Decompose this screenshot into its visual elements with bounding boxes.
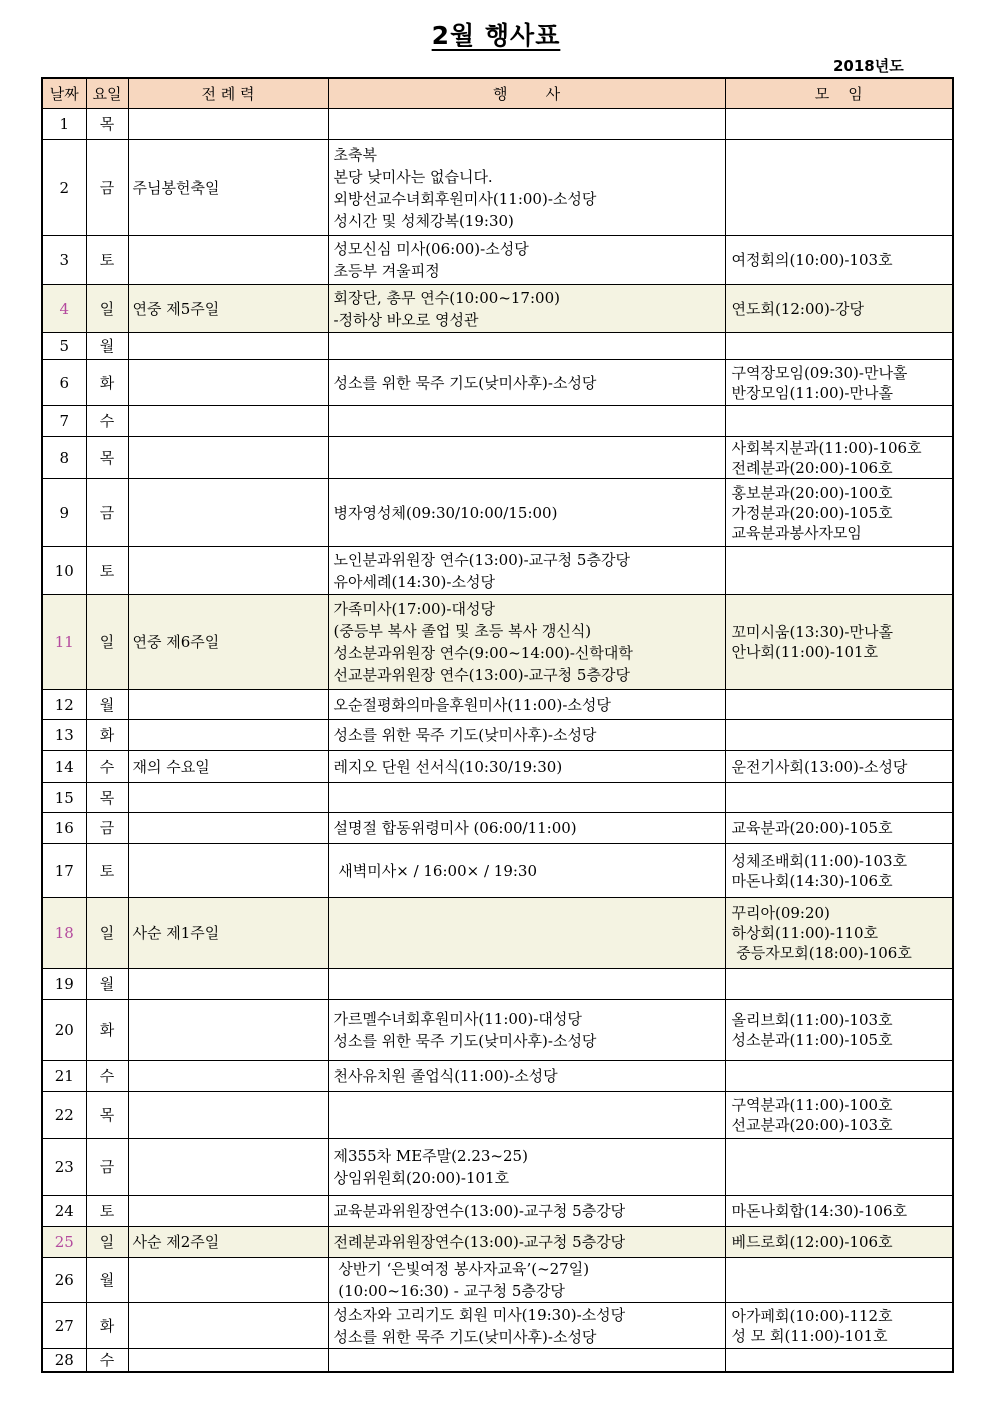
day-cell: 월 [86,1258,128,1303]
date-cell: 17 [42,844,86,898]
meeting-line: 구역장모임(09:30)-만나홀 [731,363,908,382]
table-row [42,360,953,406]
liturgy-cell [128,1349,328,1373]
table-row [42,751,953,783]
day-cell: 토 [86,547,128,595]
table-row [42,547,953,595]
events-cell [328,360,725,406]
liturgy-cell [128,1139,328,1196]
day-cell: 화 [86,720,128,751]
events-cell [328,969,725,1000]
liturgy-cell [128,109,328,140]
meeting-line: 성체조배회(11:00)-103호 [731,851,908,870]
meeting-line: 구역분과(11:00)-100호 [731,1096,893,1114]
meeting-line: 마돈나회(14:30)-106호 [731,871,893,890]
table-row [42,898,953,969]
meetings-cell [725,720,953,751]
event-line: 상임위원회(20:00)-101호 [333,1169,510,1187]
event-line: 새벽미사× / 16:00× / 19:30 [333,861,537,880]
table-row [42,969,953,1000]
meetings-cell [725,285,953,333]
event-line: 성소분과위원장 연수(9:00~14:00)-신학대학 [333,644,633,662]
liturgy-cell [128,437,328,479]
date-cell: 24 [42,1196,86,1227]
event-line: 성모신심 미사(06:00)-소성당 [333,240,529,258]
day-cell: 금 [86,813,128,844]
date-cell: 12 [42,690,86,720]
table-row [42,140,953,236]
meetings-cell [725,479,953,547]
event-line: 회장단, 총무 연수(10:00~17:00) [333,288,560,307]
meetings-cell [725,690,953,720]
date-cell: 4 [42,285,86,333]
meetings-cell [725,1196,953,1227]
date-cell: 3 [42,236,86,285]
table-row [42,479,953,547]
table-row [42,813,953,844]
table-row [42,783,953,813]
day-cell: 수 [86,406,128,437]
meetings-cell [725,1061,953,1092]
day-cell: 토 [86,236,128,285]
events-cell [328,751,725,783]
date-cell: 14 [42,751,86,783]
day-cell: 목 [86,1092,128,1139]
events-cell [328,1000,725,1061]
liturgy-cell [128,360,328,406]
liturgy-cell [128,813,328,844]
year-label: 2018년도 [833,57,904,75]
day-cell: 토 [86,844,128,898]
events-cell [328,547,725,595]
events-cell [328,333,725,360]
meeting-line: 올리브회(11:00)-103호 [731,1011,893,1029]
event-line: 오순절평화의마을후원미사(11:00)-소성당 [333,695,611,714]
meeting-line: 홍보분과(20:00)-100호 [731,483,893,502]
day-cell: 금 [86,140,128,236]
liturgy-cell [128,1258,328,1303]
meeting-line: 아가페회(10:00)-112호 [731,1306,893,1325]
day-cell: 월 [86,690,128,720]
meeting-line: 중등자모회(18:00)-106호 [731,944,912,962]
event-line: 레지오 단원 선서식(10:30/19:30) [333,757,563,776]
event-line: -정하상 바오로 영성관 [333,310,479,329]
meetings-cell [725,1349,953,1373]
date-cell: 20 [42,1000,86,1061]
date-cell: 19 [42,969,86,1000]
day-cell: 일 [86,595,128,690]
meetings-cell [725,547,953,595]
table-row [42,285,953,333]
liturgy-cell: 재의 수요일 [128,751,328,783]
events-cell [328,783,725,813]
date-cell: 15 [42,783,86,813]
table-row [42,1139,953,1196]
header-date: 날짜 [42,78,86,109]
event-line: 천사유치원 졸업식(11:00)-소성당 [333,1067,558,1085]
table-row [42,844,953,898]
liturgy-cell [128,720,328,751]
meetings-cell [725,140,953,236]
liturgy-cell: 연중 제5주일 [128,285,328,333]
meetings-cell [725,333,953,360]
events-cell [328,898,725,969]
date-cell: 16 [42,813,86,844]
table-row [42,595,953,690]
meetings-cell [725,437,953,479]
liturgy-cell: 사순 제2주일 [128,1227,328,1258]
date-cell: 13 [42,720,86,751]
events-cell [328,140,725,236]
event-line: 성소를 위한 묵주 기도(낮미사후)-소성당 [333,1327,597,1346]
events-cell [328,720,725,751]
meetings-cell [725,1227,953,1258]
meeting-line: 운전기사회(13:00)-소성당 [731,757,908,776]
table-row [42,1061,953,1092]
date-cell: 28 [42,1349,86,1373]
events-cell [328,285,725,333]
events-cell [328,1258,725,1303]
event-line: (중등부 복사 졸업 및 초등 복사 갱신식) [333,622,592,640]
event-line: 가족미사(17:00)-대성당 [333,600,495,618]
header-events: 행 사 [328,78,725,109]
event-line: 본당 낮미사는 없습니다. [333,167,493,186]
meetings-cell [725,406,953,437]
meetings-cell [725,595,953,690]
table-row [42,1258,953,1303]
table-row [42,1000,953,1061]
events-cell [328,1196,725,1227]
liturgy-cell [128,406,328,437]
events-cell [328,109,725,140]
day-cell: 화 [86,360,128,406]
liturgy-cell [128,1303,328,1349]
liturgy-cell: 연중 제6주일 [128,595,328,690]
table-row [42,1196,953,1227]
event-line: 노인분과위원장 연수(13:00)-교구청 5층강당 [333,550,630,569]
event-line: 전례분과위원장연수(13:00)-교구청 5층강당 [333,1233,626,1251]
meeting-line: 연도회(12:00)-강당 [731,299,864,318]
events-cell [328,406,725,437]
header-day: 요일 [86,78,128,109]
meeting-line: 선교분과(20:00)-103호 [731,1116,893,1134]
meetings-cell [725,898,953,969]
event-line: (10:00~16:30) - 교구청 5층강당 [333,1282,565,1300]
event-line: 성소를 위한 묵주 기도(낮미사후)-소성당 [333,1032,597,1050]
events-cell [328,479,725,547]
meeting-line: 사회복지분과(11:00)-106호 [731,438,922,457]
table-row [42,406,953,437]
date-cell: 7 [42,406,86,437]
liturgy-cell: 사순 제1주일 [128,898,328,969]
day-cell: 토 [86,1196,128,1227]
header-meetings: 모 임 [725,78,953,109]
meetings-cell [725,783,953,813]
meetings-cell [725,360,953,406]
date-cell: 27 [42,1303,86,1349]
events-cell [328,236,725,285]
meetings-cell [725,751,953,783]
event-line: 선교분과위원장 연수(13:00)-교구청 5층강당 [333,666,630,684]
event-line: 설명절 합동위령미사 (06:00/11:00) [333,819,577,837]
date-cell: 2 [42,140,86,236]
event-line: 제355차 ME주말(2.23~25) [333,1147,528,1165]
meetings-cell [725,969,953,1000]
table-row [42,1092,953,1139]
table-row [42,333,953,360]
meeting-line: 성소분과(11:00)-105호 [731,1031,893,1049]
liturgy-cell [128,844,328,898]
meeting-line: 마돈나회합(14:30)-106호 [731,1202,908,1220]
day-cell: 화 [86,1303,128,1349]
event-line: 성소자와 고리기도 회원 미사(19:30)-소성당 [333,1305,626,1324]
date-cell: 9 [42,479,86,547]
liturgy-cell [128,1000,328,1061]
meetings-cell [725,1139,953,1196]
meeting-line: 전례분과(20:00)-106호 [731,458,893,477]
events-cell [328,437,725,479]
table-row [42,690,953,720]
date-cell: 22 [42,1092,86,1139]
liturgy-cell [128,479,328,547]
event-line: 유아세례(14:30)-소성당 [333,572,495,591]
date-cell: 26 [42,1258,86,1303]
meetings-cell [725,844,953,898]
liturgy-cell [128,236,328,285]
meetings-cell [725,1258,953,1303]
table-row [42,109,953,140]
events-cell [328,813,725,844]
day-cell: 월 [86,333,128,360]
day-cell: 목 [86,783,128,813]
event-line: 가르멜수녀회후원미사(11:00)-대성당 [333,1010,582,1028]
event-line: 교육분과위원장연수(13:00)-교구청 5층강당 [333,1202,626,1220]
liturgy-cell [128,969,328,1000]
events-cell [328,1061,725,1092]
date-cell: 10 [42,547,86,595]
liturgy-cell [128,783,328,813]
events-cell [328,1303,725,1349]
liturgy-cell [128,1092,328,1139]
date-cell: 1 [42,109,86,140]
event-line: 초축복 [333,145,377,164]
meetings-cell [725,1092,953,1139]
events-cell [328,1139,725,1196]
events-cell [328,844,725,898]
meetings-cell [725,813,953,844]
date-cell: 23 [42,1139,86,1196]
table-row [42,1303,953,1349]
day-cell: 금 [86,479,128,547]
day-cell: 수 [86,751,128,783]
meetings-cell [725,109,953,140]
meeting-line: 여정회의(10:00)-103호 [731,251,893,269]
event-line: 성소를 위한 묵주 기도(낮미사후)-소성당 [333,373,597,392]
events-cell [328,595,725,690]
table-row [42,1227,953,1258]
meeting-line: 꾸리아(09:20) [731,904,830,922]
event-schedule-table [41,77,954,1373]
page-title: 2월 행사표 [431,21,561,50]
meeting-line: 안나회(11:00)-101호 [731,643,879,661]
event-line: 성소를 위한 묵주 기도(낮미사후)-소성당 [333,726,597,744]
meeting-line: 성 모 회(11:00)-101호 [731,1326,888,1345]
day-cell: 일 [86,898,128,969]
event-line: 초등부 겨울피정 [333,262,440,280]
liturgy-cell: 주님봉헌축일 [128,140,328,236]
day-cell: 일 [86,1227,128,1258]
header-row [42,78,953,109]
table-row [42,437,953,479]
day-cell: 목 [86,437,128,479]
meeting-line: 베드로회(12:00)-106호 [731,1233,893,1251]
event-line: 상반기 ‘은빛여정 봉사자교육’(~27일) [333,1260,590,1278]
date-cell: 11 [42,595,86,690]
day-cell: 금 [86,1139,128,1196]
event-line: 병자영성체(09:30/10:00/15:00) [333,503,558,522]
schedule-body [42,109,953,1373]
date-cell: 25 [42,1227,86,1258]
liturgy-cell [128,547,328,595]
liturgy-cell [128,333,328,360]
meetings-cell [725,1000,953,1061]
table-row [42,720,953,751]
header-liturgy: 전 례 력 [128,78,328,109]
day-cell: 수 [86,1061,128,1092]
event-line: 외방선교수녀회후원미사(11:00)-소성당 [333,189,597,208]
events-cell [328,1227,725,1258]
liturgy-cell [128,690,328,720]
day-cell: 일 [86,285,128,333]
liturgy-cell [128,1061,328,1092]
date-cell: 5 [42,333,86,360]
table-row [42,236,953,285]
event-line: 성시간 및 성체강복(19:30) [333,211,514,230]
date-cell: 6 [42,360,86,406]
table-row [42,1349,953,1373]
day-cell: 월 [86,969,128,1000]
date-cell: 18 [42,898,86,969]
liturgy-cell [128,1196,328,1227]
meeting-line: 하상회(11:00)-110호 [731,924,879,942]
events-cell [328,690,725,720]
meeting-line: 교육분과봉사자모임 [731,523,862,542]
date-cell: 8 [42,437,86,479]
events-cell [328,1349,725,1373]
day-cell: 화 [86,1000,128,1061]
date-cell: 21 [42,1061,86,1092]
meeting-line: 반장모임(11:00)-만나홀 [731,383,893,402]
meeting-line: 가정분과(20:00)-105호 [731,503,893,522]
meetings-cell [725,236,953,285]
meeting-line: 교육분과(20:00)-105호 [731,819,893,837]
day-cell: 수 [86,1349,128,1373]
day-cell: 목 [86,109,128,140]
meeting-line: 꼬미시움(13:30)-만나홀 [731,623,893,641]
events-cell [328,1092,725,1139]
meetings-cell [725,1303,953,1349]
